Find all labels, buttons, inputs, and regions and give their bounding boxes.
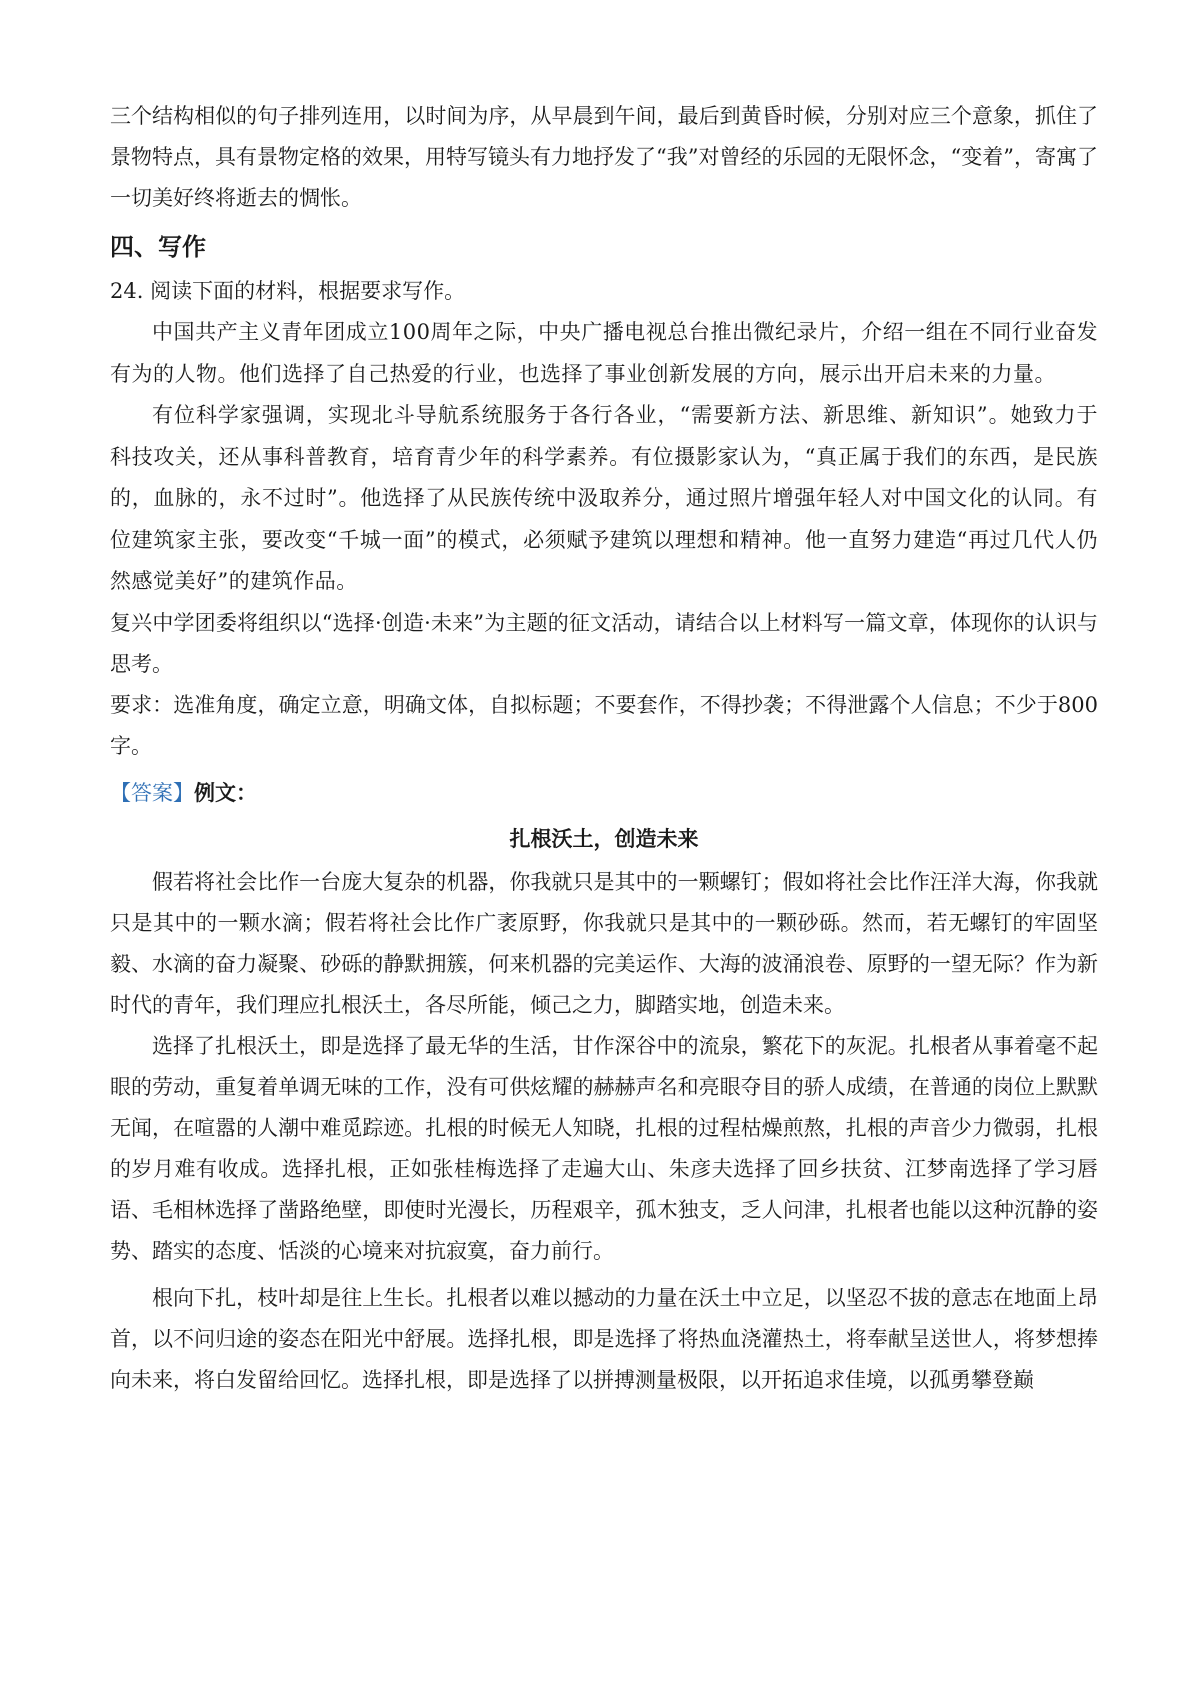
previous-analysis-paragraph: 三个结构相似的句子排列连用，以时间为序，从早晨到午间，最后到黄昏时候，分别对应三个意象，抓住了景物特点，具有景物定格的效果，用特写镜头有力地抒发了“我”对曾经的乐园的无限怀念，“变着”，寄寓了一切美好终将逝去的惆怅。: [110, 104, 1098, 210]
essay-paragraph-2: 选择了扎根沃土，即是选择了最无华的生活，甘作深谷中的流泉，繁花下的灰泥。扎根者从事着毫不起眼的劳动，重复着单调无味的工作，没有可供炫耀的赫赫声名和亮眼夺目的骄人成绩，在普通的岗位上默默无闻，在喧嚣的人潮中难觅踪迹。扎根的时候无人知晓，扎根的过程枯燥煎熬，扎根的声音少力微弱，扎根的岁月难有收成。选择扎根，正如张桂梅选择了走遍大山、朱彦夫选择了回乡扶贫、江梦南选择了学习唇语、毛相林选择了凿路绝壁，即使时光漫长，历程艰辛，孤木独支，乏人问津，扎根者也能以这种沉静的姿势、踏实的态度、恬淡的心境来对抗寂寞，奋力前行。: [110, 1033, 1098, 1263]
essay-title: 扎根沃土，创造未来: [509, 826, 699, 851]
task-paragraph: 复兴中学团委将组织以“选择·创造·未来”为主题的征文活动，请结合以上材料写一篇文章，体现你的认识与思考。: [110, 610, 1098, 676]
section-heading: 四、写作: [110, 233, 206, 261]
material-paragraph-1: 中国共产主义青年团成立100周年之际，中央广播电视总台推出微纪录片，介绍一组在不同行业奋发有为的人物。他们选择了自己热爱的行业，也选择了事业创新发展的方向，展示出开启未来的力量。: [110, 320, 1098, 386]
answer-line: [110, 773, 1098, 814]
question-prompt: 24. 阅读下面的材料，根据要求写作。: [110, 279, 466, 303]
answer-label: 例文：: [194, 780, 257, 805]
essay-paragraph-3: 根向下扎，枝叶却是往上生长。扎根者以难以撼动的力量在沃土中立足，以坚忍不拔的意志在地面上昂首，以不问归途的姿态在阳光中舒展。选择扎根，即是选择了将热血浇灌热土，将奉献呈送世人，将梦想捧向未来，将白发留给回忆。选择扎根，即是选择了以拼搏测量极限，以开拓追求佳境，以孤勇攀登巅: [110, 1285, 1098, 1392]
material-paragraph-2: 有位科学家强调，实现北斗导航系统服务于各行各业，“需要新方法、新思维、新知识”。她致力于科技攻关，还从事科普教育，培育青少年的科学素养。有位摄影家认为，“真正属于我们的东西，是民族的，血脉的，永不过时”。他选择了从民族传统中汲取养分，通过照片增强年轻人对中国文化的认同。有位建筑家主张，要改变“千城一面”的模式，必须赋予建筑以理想和精神。他一直努力建造“再过几代人仍然感觉美好”的建筑作品。: [110, 403, 1098, 593]
answer-tag: 【答案】: [110, 780, 194, 805]
document-content: [110, 96, 1098, 1401]
requirements-paragraph: 要求：选准角度，确定立意，明确文体，自拟标题；不要套作，不得抄袭；不得泄露个人信息；不少于800字。: [110, 692, 1098, 758]
essay-paragraph-1: 假若将社会比作一台庞大复杂的机器，你我就只是其中的一颗螺钉；假如将社会比作汪洋大海，你我就只是其中的一颗水滴；假若将社会比作广袤原野，你我就只是其中的一颗砂砾。然而，若无螺钉的牢固坚毅、水滴的奋力凝聚、砂砾的静默拥簇，何来机器的完美运作、大海的波涌浪卷、原野的一望无际？作为新时代的青年，我们理应扎根沃土，各尽所能，倾己之力，脚踏实地，创造未来。: [110, 869, 1098, 1017]
